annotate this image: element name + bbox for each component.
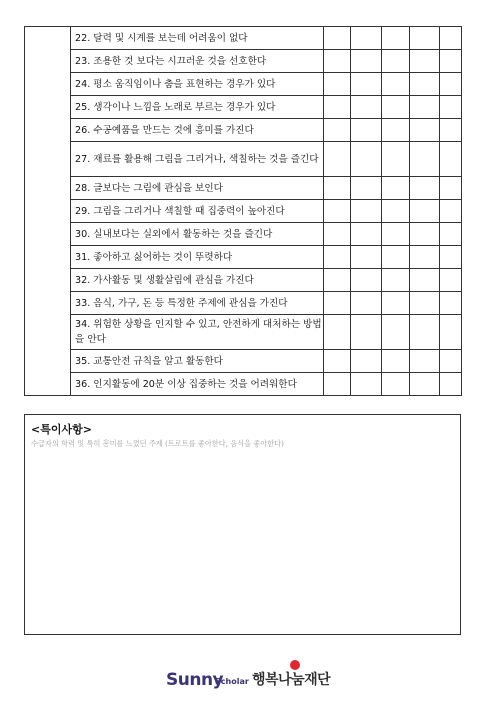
checklist-item-label: 34. 위험한 상황을 인지할 수 있고, 안전하게 대처하는 방법을 안다 [71, 315, 324, 350]
rating-cell[interactable] [440, 315, 462, 350]
checklist-row [25, 177, 462, 200]
rating-cell[interactable] [440, 73, 462, 96]
rating-cell[interactable] [382, 223, 410, 246]
rating-cell[interactable] [382, 96, 410, 119]
rating-cell[interactable] [440, 246, 462, 269]
rating-cell[interactable] [440, 96, 462, 119]
notes-placeholder: 수급자의 학력 및 특히 흥미를 느꼈던 주제 (트로트를 좋아한다, 음식을 좋아한다) [31, 439, 284, 448]
rating-cell[interactable] [324, 177, 351, 200]
checklist-item-label: 22. 달력 및 시계를 보는데 어려움이 없다 [71, 27, 324, 50]
rating-cell[interactable] [410, 200, 440, 223]
checklist-row [25, 350, 462, 373]
rating-cell[interactable] [382, 50, 410, 73]
rating-cell[interactable] [351, 177, 382, 200]
rating-cell[interactable] [382, 27, 410, 50]
rating-cell[interactable] [324, 50, 351, 73]
checklist-row [25, 27, 462, 50]
checklist-item-label: 33. 음식, 가구, 돈 등 특정한 주제에 관심을 가진다 [71, 292, 324, 315]
checklist-row [25, 223, 462, 246]
checklist-row [25, 373, 462, 396]
checklist-item-label: 28. 글보다는 그림에 관심을 보인다 [71, 177, 324, 200]
rating-cell[interactable] [324, 200, 351, 223]
checklist-row [25, 73, 462, 96]
rating-cell[interactable] [440, 119, 462, 142]
rating-cell[interactable] [351, 223, 382, 246]
rating-cell[interactable] [324, 27, 351, 50]
rating-cell[interactable] [382, 246, 410, 269]
rating-cell[interactable] [440, 200, 462, 223]
rating-cell[interactable] [382, 177, 410, 200]
logo-scholar-text: Scholar [215, 677, 249, 686]
checklist-item-label: 27. 재료를 활용해 그림을 그리거나, 색칠하는 것을 즐긴다 [71, 142, 324, 177]
notes-box[interactable] [24, 414, 461, 635]
checklist-row [25, 269, 462, 292]
rating-cell[interactable] [351, 50, 382, 73]
rating-cell[interactable] [382, 119, 410, 142]
rating-cell[interactable] [324, 142, 351, 177]
notes-title: <특이사항> [31, 423, 92, 436]
checklist-item-label: 29. 그림을 그리거나 색칠할 때 집중력이 높아진다 [71, 200, 324, 223]
rating-cell[interactable] [324, 269, 351, 292]
checklist-row [25, 96, 462, 119]
rating-cell[interactable] [410, 142, 440, 177]
checklist-item-label: 24. 평소 움직임이나 춤을 표현하는 경우가 있다 [71, 73, 324, 96]
checklist-row [25, 315, 462, 350]
rating-cell[interactable] [440, 142, 462, 177]
rating-cell[interactable] [324, 246, 351, 269]
rating-cell[interactable] [440, 27, 462, 50]
rating-cell[interactable] [324, 350, 351, 373]
rating-cell[interactable] [410, 350, 440, 373]
checklist-item-label: 31. 좋아하고 싫어하는 것이 뚜렷하다 [71, 246, 324, 269]
rating-cell[interactable] [324, 373, 351, 396]
rating-cell[interactable] [382, 142, 410, 177]
rating-cell[interactable] [410, 96, 440, 119]
checklist-item-label: 26. 수공예품을 만드는 것에 흥미를 가진다 [71, 119, 324, 142]
rating-cell[interactable] [440, 177, 462, 200]
rating-cell[interactable] [351, 269, 382, 292]
rating-cell[interactable] [410, 50, 440, 73]
rating-cell[interactable] [351, 27, 382, 50]
rating-cell[interactable] [324, 119, 351, 142]
rating-cell[interactable] [351, 373, 382, 396]
checklist-item-label: 36. 인지활동에 20분 이상 집중하는 것을 어려워한다 [71, 373, 324, 396]
rating-cell[interactable] [324, 223, 351, 246]
checklist-item-label: 23. 조용한 것 보다는 시끄러운 것을 선호한다 [71, 50, 324, 73]
rating-cell[interactable] [440, 50, 462, 73]
rating-cell[interactable] [351, 200, 382, 223]
rating-cell[interactable] [410, 177, 440, 200]
rating-cell[interactable] [351, 292, 382, 315]
checklist-item-label: 35. 교통안전 규칙을 알고 활동한다 [71, 350, 324, 373]
checklist-row [25, 246, 462, 269]
logo-sunny-text: Sunny [166, 670, 224, 690]
rating-cell[interactable] [382, 315, 410, 350]
rating-cell[interactable] [440, 223, 462, 246]
rating-cell[interactable] [351, 246, 382, 269]
rating-cell[interactable] [382, 350, 410, 373]
checklist-item-label: 25. 생각이나 느낌을 노래로 부르는 경우가 있다 [71, 96, 324, 119]
rating-cell[interactable] [351, 119, 382, 142]
checklist-row [25, 200, 462, 223]
rating-cell[interactable] [410, 269, 440, 292]
rating-cell[interactable] [324, 292, 351, 315]
rating-cell[interactable] [440, 373, 462, 396]
rating-cell[interactable] [351, 142, 382, 177]
rating-cell[interactable] [410, 373, 440, 396]
rating-cell[interactable] [351, 315, 382, 350]
category-cell [25, 27, 71, 396]
rating-cell[interactable] [410, 223, 440, 246]
rating-cell[interactable] [440, 269, 462, 292]
rating-cell[interactable] [382, 373, 410, 396]
checklist-row [25, 142, 462, 177]
rating-cell[interactable] [324, 315, 351, 350]
checklist-table [24, 26, 462, 396]
rating-cell[interactable] [351, 350, 382, 373]
logo-foundation-text: 행복나눔재단 [252, 672, 331, 688]
rating-cell[interactable] [440, 292, 462, 315]
checklist-row [25, 50, 462, 73]
rating-cell[interactable] [440, 350, 462, 373]
rating-cell[interactable] [351, 73, 382, 96]
checklist-item-label: 32. 가사활동 및 생활살림에 관심을 가진다 [71, 269, 324, 292]
rating-cell[interactable] [410, 315, 440, 350]
rating-cell[interactable] [351, 96, 382, 119]
rating-cell[interactable] [410, 246, 440, 269]
rating-cell[interactable] [410, 27, 440, 50]
rating-cell[interactable] [410, 119, 440, 142]
rating-cell[interactable] [410, 292, 440, 315]
checklist-item-label: 30. 실내보다는 실외에서 활동하는 것을 즐긴다 [71, 223, 324, 246]
rating-cell[interactable] [382, 73, 410, 96]
checklist-row [25, 292, 462, 315]
rating-cell[interactable] [324, 73, 351, 96]
rating-cell[interactable] [382, 269, 410, 292]
rating-cell[interactable] [382, 200, 410, 223]
rating-cell[interactable] [382, 292, 410, 315]
rating-cell[interactable] [324, 96, 351, 119]
checklist-row [25, 119, 462, 142]
rating-cell[interactable] [410, 73, 440, 96]
footer-logo [166, 660, 336, 700]
